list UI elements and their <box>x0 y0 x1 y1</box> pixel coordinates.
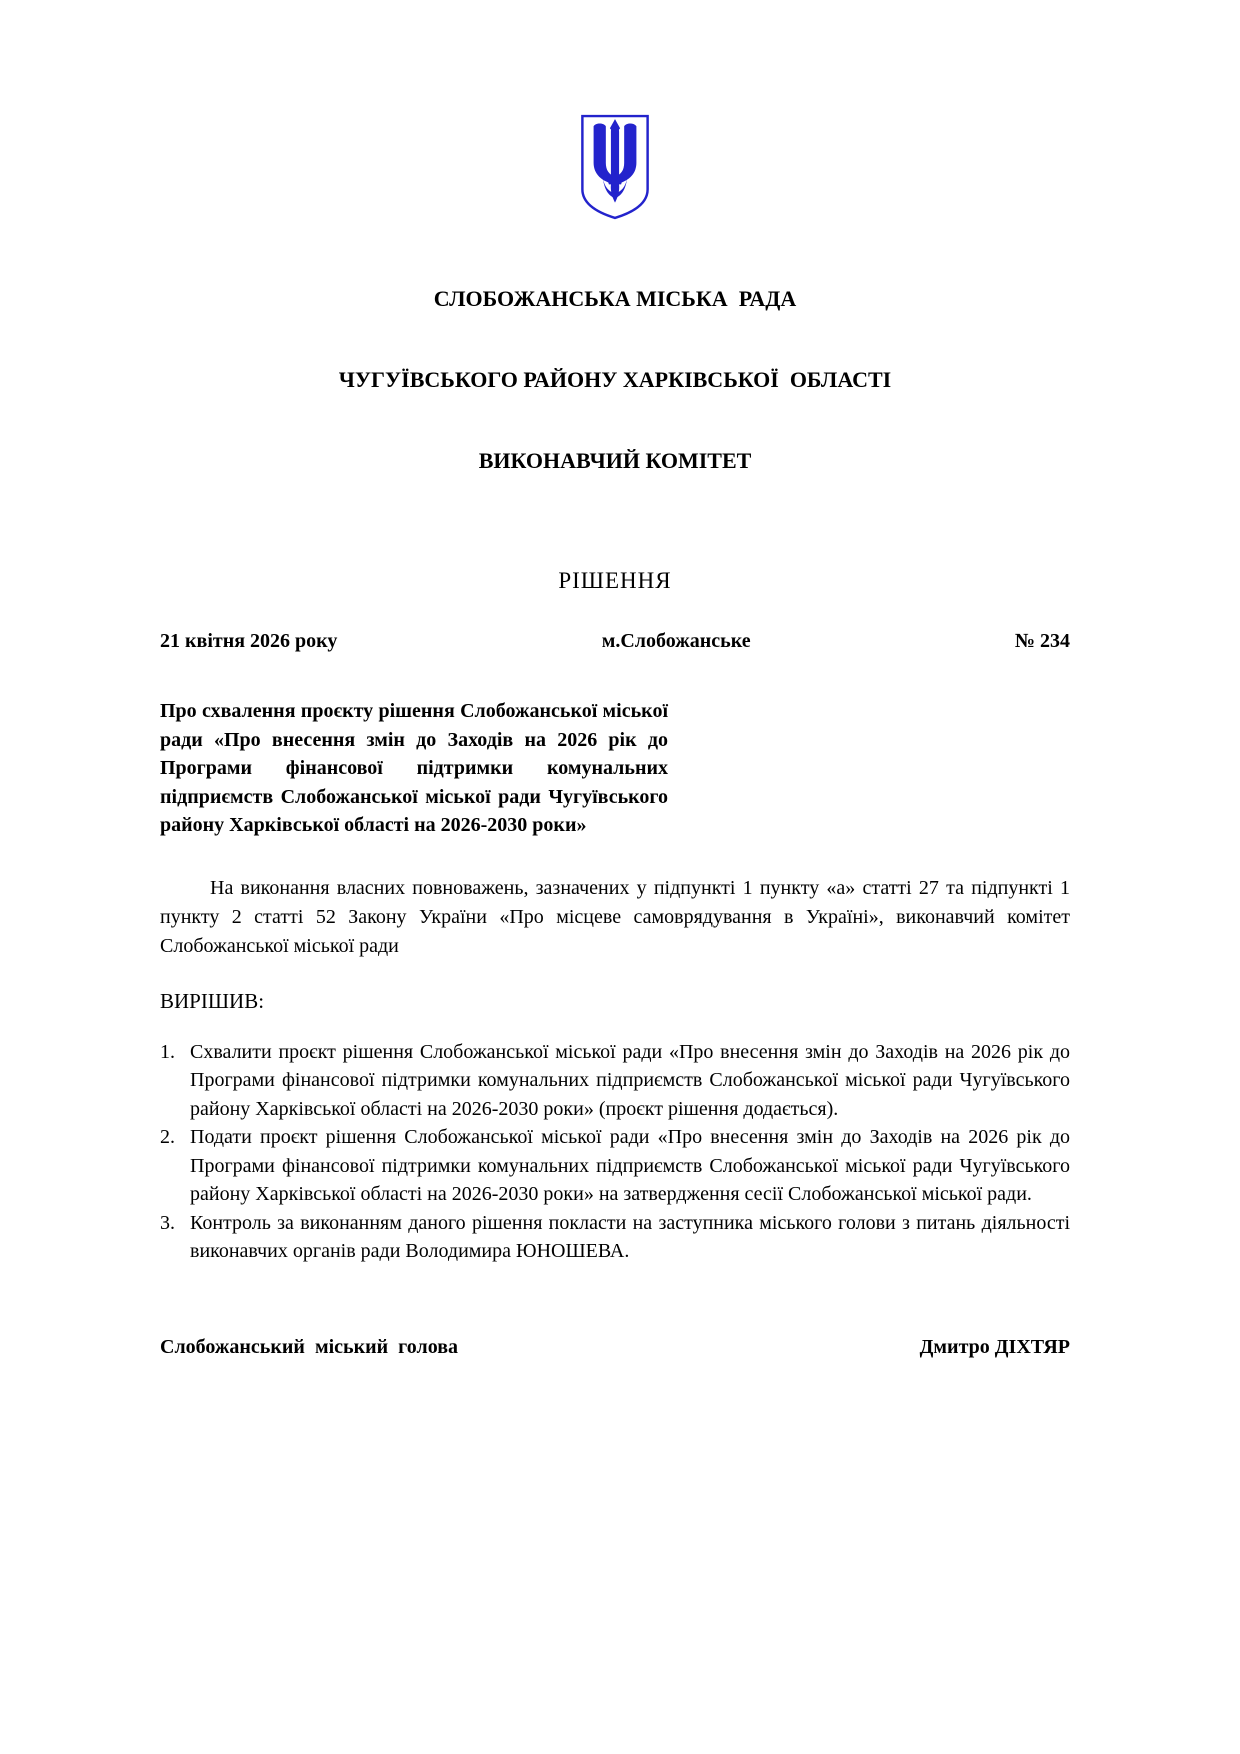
org-name-line3: ВИКОНАВЧИЙ КОМІТЕТ <box>478 448 752 473</box>
item-number: 1. <box>160 1040 175 1063</box>
resolution-item <box>160 1123 1070 1209</box>
item-text: Подати проєкт рішення Слобожанської міської ради «Про внесення змін до Заходів на 2026 рік до Програми фінансової підтримки комунальних підприємств Слобожанської міської ради Чугуївського району Харківської області на 2026-2030 роки» на затвердження сесії Слобожанської міської ради. <box>190 1126 1070 1205</box>
coat-of-arms-container <box>160 0 1070 225</box>
signer-title: Слобожанський міський голова <box>160 1335 458 1358</box>
org-name-line1: СЛОБОЖАНСЬКА МІСЬКА РАДА <box>433 286 797 311</box>
signature-row <box>160 1336 1070 1359</box>
resolution-item <box>160 1209 1070 1266</box>
document-place: м.Слобожанське <box>601 630 751 652</box>
item-number: 3. <box>160 1211 175 1234</box>
document-number: № 234 <box>1014 630 1070 652</box>
item-text: Схвалити проєкт рішення Слобожанської міської ради «Про внесення змін до Заходів на 2026 рік до Програми фінансової підтримки комунальних підприємств Слобожанської міської ради Чугуївського району Харківської області на 2026-2030 роки» (проєкт рішення додається). <box>190 1040 1070 1120</box>
preamble-paragraph: На виконання власних повноважень, зазначених у підпункті 1 пункту «а» статті 27 та підпункті 1 пункту 2 статті 52 Закону України «Про місцеве самоврядування в Україні», виконавчий комітет Слобожанської міської ради <box>160 876 1070 957</box>
item-number: 2. <box>160 1126 175 1148</box>
document-meta-row <box>160 630 1070 653</box>
resolution-items <box>160 1038 1070 1266</box>
document-type-title: РІШЕННЯ <box>558 568 672 593</box>
resolved-label: ВИРІШИВ: <box>160 988 265 1013</box>
document-date: 21 квітня 2026 року <box>160 630 338 652</box>
org-name-line2: ЧУГУЇВСЬКОГО РАЙОНУ ХАРКІВСЬКОЇ ОБЛАСТІ <box>338 367 892 392</box>
item-text: Контроль за виконанням даного рішення покласти на заступника міського голови з питань діяльності виконавчих органів ради Володимира ЮНОШЕВА. <box>190 1211 1070 1262</box>
ukraine-trident-icon <box>579 114 651 220</box>
document-subject: Про схвалення проєкту рішення Слобожанської міської ради «Про внесення змін до Заходів на 2026 рік до Програми фінансової підтримки комунальних підприємств Слобожанської міської ради Чугуївського району Харківської області на 2026-2030 роки» <box>160 700 668 836</box>
resolution-item <box>160 1038 1070 1124</box>
org-header <box>160 231 1070 528</box>
signer-name: Дмитро ДІХТЯР <box>919 1335 1070 1358</box>
